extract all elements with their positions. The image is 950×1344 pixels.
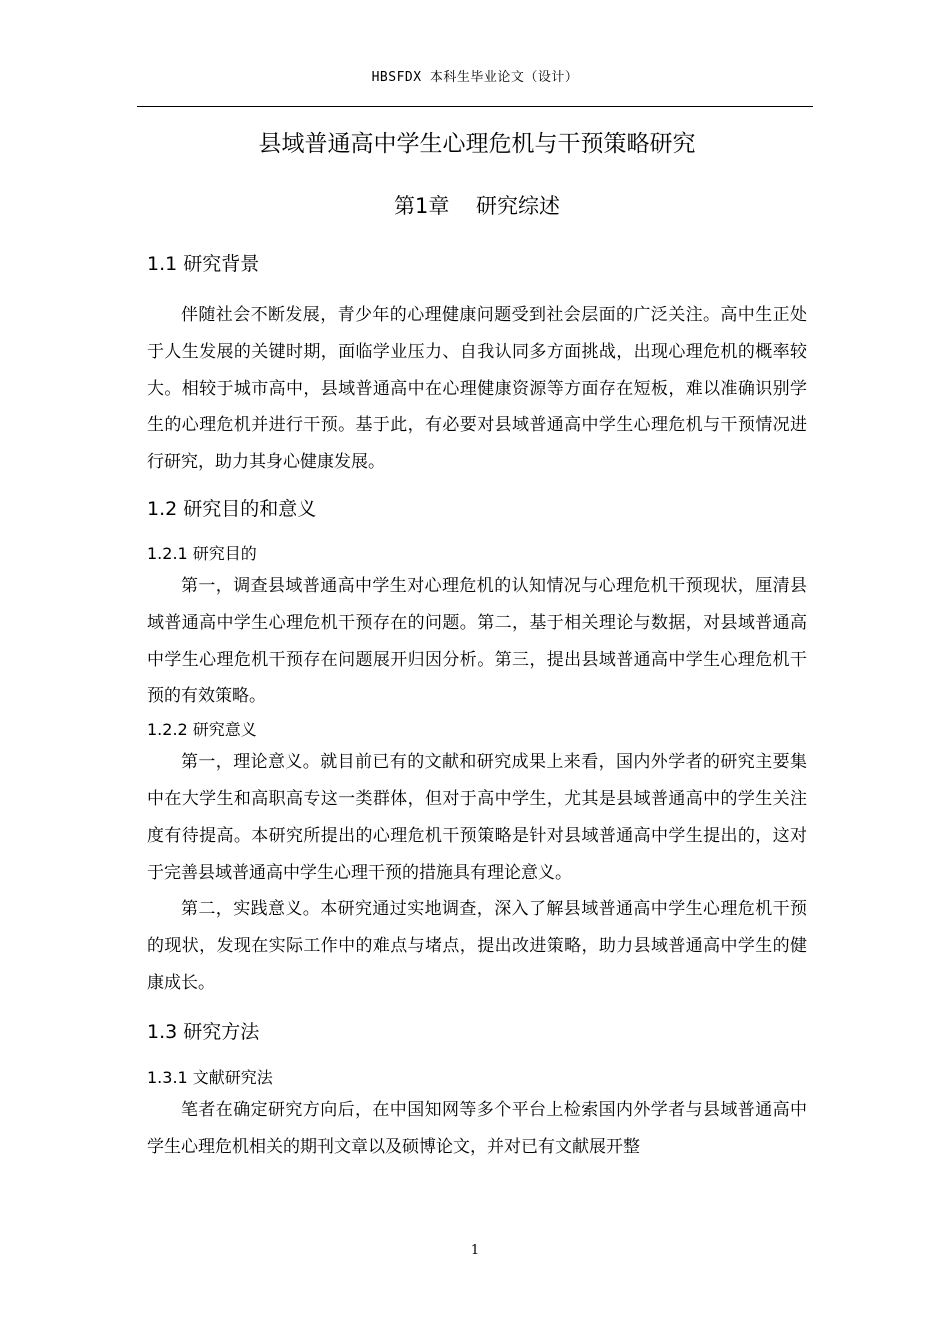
- section-heading-1-2-2: 1.2.2 研究意义: [147, 720, 257, 740]
- header-divider: [137, 106, 813, 107]
- paragraph-literature-method: 笔者在确定研究方向后，在中国知网等多个平台上检索国内外学者与县域普通高中学生心理危机相关的期刊文章以及硕博论文，并对已有文献展开整: [147, 1099, 807, 1157]
- running-header: HBSFDX 本科生毕业论文（设计）: [371, 70, 579, 85]
- section-heading-1-2-1: 1.2.1 研究目的: [147, 543, 257, 563]
- paragraph-research-background: 伴随社会不断发展，青少年的心理健康问题受到社会层面的广泛关注。高中生正处于人生发展的关键时期，面临学业压力、自我认同多方面挑战，出现心理危机的概率较大。相较于城市高中，县域普通高中在心理健康资源等方面存在短板，难以准确识别学生的心理危机并进行干预。基于此，有必要对县域普通高中学生心理危机与干预情况进行研究，助力其身心健康发展。: [147, 305, 807, 473]
- paragraph-practical-significance: 第二，实践意义。本研究通过实地调查，深入了解县域普通高中学生心理危机干预的现状，发现在实际工作中的难点与堵点，提出改进策略，助力县域普通高中学生的健康成长。: [147, 899, 807, 993]
- paragraph-theoretical-significance: 第一，理论意义。就目前已有的文献和研究成果上来看，国内外学者的研究主要集中在大学生和高职高专这一类群体，但对于高中学生，尤其是县域普通高中的学生关注度有待提高。本研究所提出的心理危机干预策略是针对县域普通高中学生提出的，这对于完善县域普通高中学生心理干预的措施具有理论意义。: [147, 752, 807, 883]
- chapter-title: 第1章 研究综述: [393, 194, 561, 218]
- section-heading-1-3: 1.3 研究方法: [147, 1020, 260, 1043]
- thesis-title: 县域普通高中学生心理危机与干预策略研究: [258, 131, 696, 157]
- page-number: 1: [470, 1243, 480, 1258]
- section-heading-1-2: 1.2 研究目的和意义: [147, 497, 317, 520]
- section-heading-1-1: 1.1 研究背景: [147, 253, 260, 275]
- paragraph-research-purpose: 第一，调查县域普通高中学生对心理危机的认知情况与心理危机干预现状，厘清县域普通高中学生心理危机干预存在的问题。第二，基于相关理论与数据，对县域普通高中学生心理危机干预存在问题展开归因分析。第三，提出县域普通高中学生心理危机干预的有效策略。: [147, 575, 807, 707]
- section-heading-1-3-1: 1.3.1 文献研究法: [147, 1067, 273, 1087]
- page-body: [147, 124, 807, 1165]
